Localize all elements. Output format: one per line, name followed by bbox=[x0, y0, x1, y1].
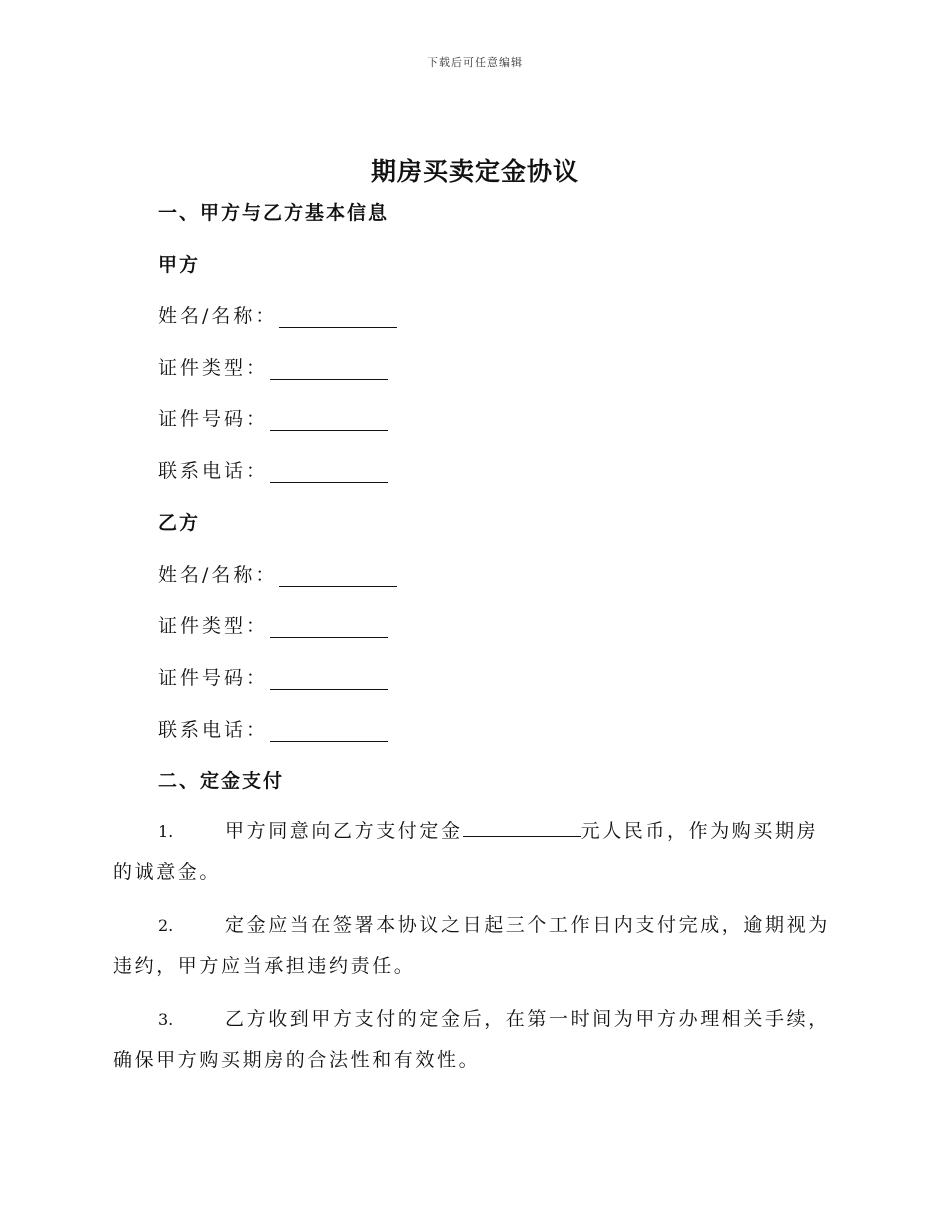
party-b-id-type-row bbox=[158, 611, 388, 638]
clause-3 bbox=[113, 999, 835, 1080]
party-b-name-row bbox=[158, 560, 397, 587]
clause-number: 3. bbox=[158, 1010, 174, 1029]
fill-in-blank bbox=[270, 412, 388, 431]
amount-blank bbox=[463, 818, 581, 837]
document-title: 期房买卖定金协议 bbox=[370, 157, 579, 186]
section-2-heading: 二、定金支付 bbox=[158, 770, 285, 792]
clause-text: 定金应当在签署本协议之日起三个工作日内支付完成，逾期视为违约，甲方应当承担违约责任。 bbox=[113, 914, 830, 977]
fill-in-blank bbox=[270, 723, 388, 742]
field-label: 证件号码： bbox=[158, 667, 269, 689]
field-label: 姓名/名称： bbox=[158, 564, 278, 586]
clause-number: 1. bbox=[158, 822, 174, 841]
field-label: 姓名/名称： bbox=[158, 305, 278, 327]
clause-text: 元人民币，作为购买期房的诚意金。 bbox=[113, 820, 819, 883]
party-a-id-number-row bbox=[158, 404, 388, 431]
clause-text: 甲方同意向乙方支付定金 bbox=[225, 820, 463, 842]
fill-in-blank bbox=[279, 309, 397, 328]
fill-in-blank bbox=[270, 671, 388, 690]
party-a-id-type-row bbox=[158, 353, 388, 380]
clause-text: 乙方收到甲方支付的定金后，在第一时间为甲方办理相关手续，确保甲方购买期房的合法性和有效性。 bbox=[113, 1008, 830, 1071]
party-b-phone-row bbox=[158, 715, 388, 742]
fill-in-blank bbox=[270, 464, 388, 483]
party-a-name-row bbox=[158, 301, 397, 328]
fill-in-blank bbox=[279, 568, 397, 587]
field-label: 证件类型： bbox=[158, 615, 269, 637]
field-label: 证件号码： bbox=[158, 408, 269, 430]
field-label: 证件类型： bbox=[158, 357, 269, 379]
clause-number: 2. bbox=[158, 916, 174, 935]
section-1-heading: 一、甲方与乙方基本信息 bbox=[158, 202, 390, 224]
party-a-phone-row bbox=[158, 456, 388, 483]
clause-2 bbox=[113, 905, 835, 986]
party-b-heading: 乙方 bbox=[158, 512, 201, 534]
party-b-id-number-row bbox=[158, 663, 388, 690]
field-label: 联系电话： bbox=[158, 460, 269, 482]
fill-in-blank bbox=[270, 619, 388, 638]
field-label: 联系电话： bbox=[158, 719, 269, 741]
fill-in-blank bbox=[270, 361, 388, 380]
party-a-heading: 甲方 bbox=[158, 254, 201, 276]
header-note: 下载后可任意编辑 bbox=[427, 56, 523, 69]
clause-1 bbox=[113, 811, 835, 892]
